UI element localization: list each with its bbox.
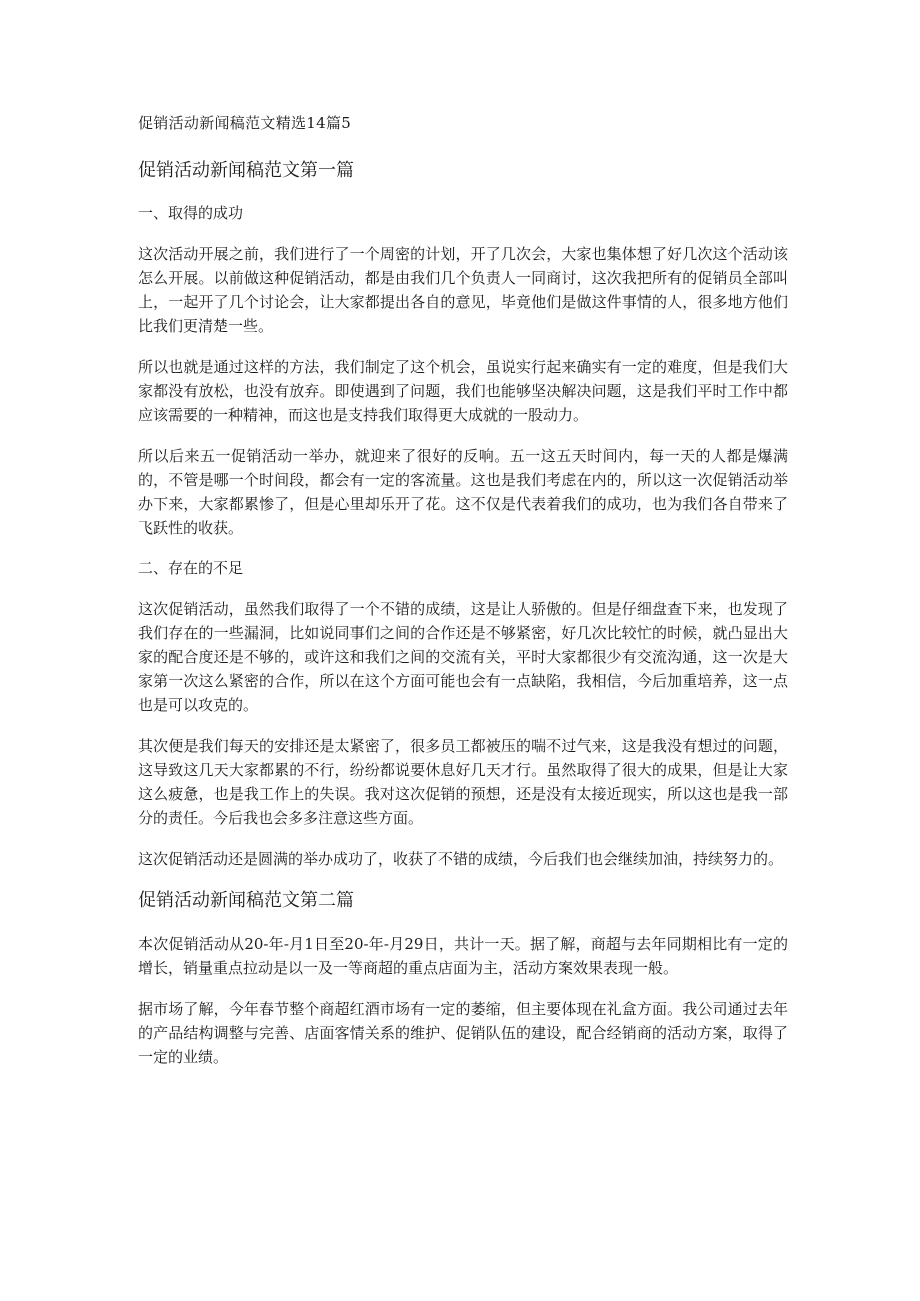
subheading-shortcomings: 二、存在的不足 bbox=[138, 559, 244, 577]
document-title: 促销活动新闻稿范文精选14篇5 bbox=[138, 114, 352, 132]
subheading-achievements: 一、取得的成功 bbox=[138, 204, 244, 222]
paragraph: 本次促销活动从20-年-月1日至20-年-月29日，共计一天。据了解，商超与去年同期相比有一定的增长，销量重点拉动是以一及一等商超的重点店面为主，活动方案效果表现一般。 bbox=[138, 935, 788, 977]
paragraph: 据市场了解，今年春节整个商超红酒市场有一定的萎缩，但主要体现在礼盒方面。我公司通过去年的产品结构调整与完善、店面客情关系的维护、促销队伍的建设，配合经销商的活动方案，取得了一定的业绩。 bbox=[138, 1000, 788, 1066]
document-page bbox=[138, 113, 788, 1086]
paragraph: 这次促销活动，虽然我们取得了一个不错的成绩，这是让人骄傲的。但是仔细盘查下来，也发现了我们存在的一些漏洞，比如说同事们之间的合作还是不够紧密，好几次比较忙的时候，就凸显出大家的配合度还是不够的，或许这和我们之间的交流有关，平时大家都很少有交流沟通，这一次是大家第一次这么紧密的合作，所以在这个方面可能也会有一点缺陷，我相信，今后加重培养，这一点也是可以攻克的。 bbox=[138, 600, 788, 714]
section-heading: 促销活动新闻稿范文第二篇 bbox=[138, 890, 354, 911]
paragraph: 这次促销活动还是圆满的举办成功了，收获了不错的成绩，今后我们也会继续加油，持续努力的。 bbox=[138, 850, 784, 868]
paragraph: 这次活动开展之前，我们进行了一个周密的计划，开了几次会，大家也集体想了好几次这个活动该怎么开展。以前做这种促销活动，都是由我们几个负责人一同商讨，这次我把所有的促销员全部叫上，一起开了几个讨论会，让大家都提出各自的意见，毕竟他们是做这件事情的人，很多地方他们比我们更清楚一些。 bbox=[138, 245, 788, 335]
section-1 bbox=[138, 158, 788, 871]
section-2 bbox=[138, 888, 788, 1069]
paragraph: 所以后来五一促销活动一举办，就迎来了很好的反响。五一这五天时间内，每一天的人都是爆满的，不管是哪一个时间段，都会有一定的客流量。这也是我们考虑在内的，所以这一次促销活动举办下来，大家都累惨了，但是心里却乐开了花。这不仅是代表着我们的成功，也为我们各自带来了飞跃性的收获。 bbox=[138, 447, 788, 537]
paragraph: 所以也就是通过这样的方法，我们制定了这个机会，虽说实行起来确实有一定的难度，但是我们大家都没有放松，也没有放弃。即使遇到了问题，我们也能够坚决解决问题，这是我们平时工作中都应该需要的一种精神，而这也是支持我们取得更大成就的一股动力。 bbox=[138, 358, 788, 424]
section-heading: 促销活动新闻稿范文第一篇 bbox=[138, 160, 354, 181]
paragraph: 其次便是我们每天的安排还是太紧密了，很多员工都被压的喘不过气来，这是我没有想过的问题，这导致这几天大家都累的不行，纷纷都说要休息好几天才行。虽然取得了很大的成果，但是让大家这么疲惫，也是我工作上的失误。我对这次促销的预想，还是没有太接近现实，所以这也是我一部分的责任。今后我也会多多注意这些方面。 bbox=[138, 737, 788, 827]
